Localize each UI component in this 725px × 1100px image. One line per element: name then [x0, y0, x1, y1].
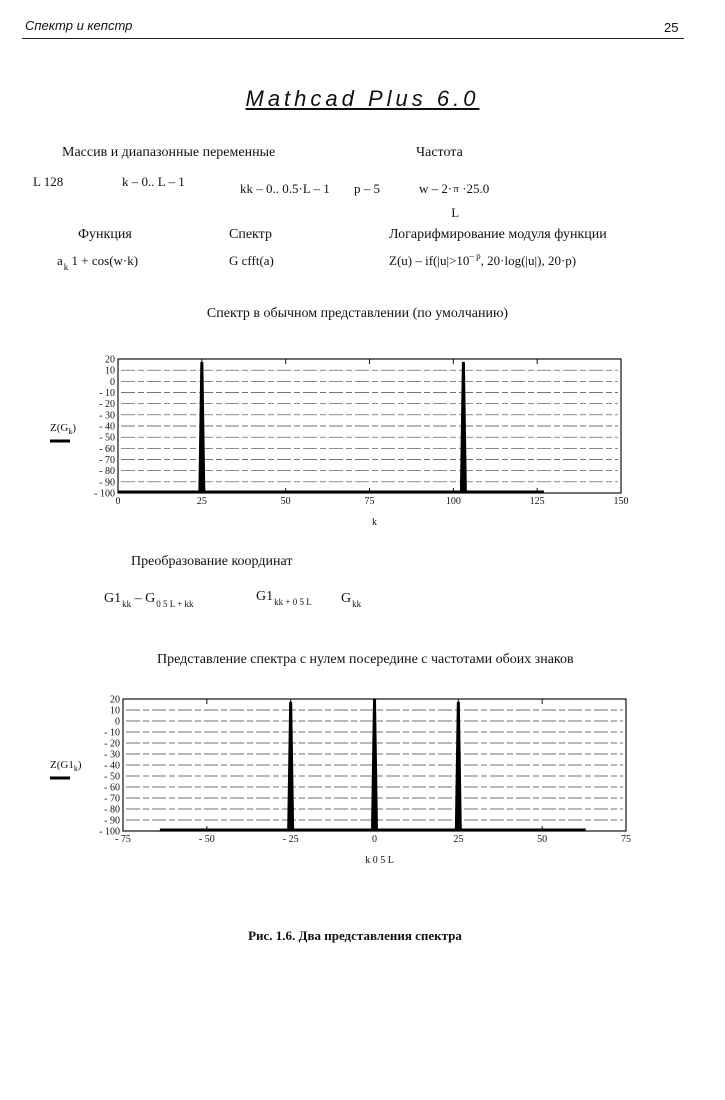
chart2-y-tick-label: 10	[110, 705, 120, 717]
chart1-y-tick-label: - 40	[99, 421, 115, 433]
running-title: Спектр и кепстр	[25, 18, 133, 33]
formula-a: $a_k$ 1 + cos(w·k)	[57, 253, 139, 272]
doc-title: Mathcad Plus 6.0	[245, 86, 480, 111]
chart2-x-tick-label: 75	[621, 834, 631, 845]
formula-G1-a: $G1_{kk} - G_{0 5 L + kk}$	[104, 591, 194, 609]
chart2-y-tick-label: 20	[110, 694, 120, 706]
chart1-y-tick-label: - 30	[99, 410, 115, 422]
chart1-x-tick-label: 125	[529, 496, 545, 507]
figure-caption: Рис. 1.6. Два представления спектра	[248, 928, 462, 943]
chart1-y-tick-label: - 100	[94, 488, 115, 500]
chart1-peak	[199, 362, 205, 493]
chart1	[0, 350, 725, 535]
chart1-x-tick-label: 50	[280, 496, 291, 507]
formula-kk: kk – 0.. 0.5·L – 1	[240, 181, 330, 196]
chart1-y-tick-label: 20	[105, 354, 115, 366]
chart2-y-label: $Z(G1_k)$	[50, 759, 82, 773]
formula-G: G cfft(a)	[229, 253, 274, 268]
chart2-peak	[288, 702, 294, 831]
chart2-peak	[455, 702, 461, 831]
chart2-x-tick-label: 50	[537, 834, 548, 845]
chart1-y-tick-label: - 10	[99, 388, 115, 399]
chart2-x-label: k 0 5 L	[365, 855, 394, 866]
chart2-title: Представление спектра с нулем посередине с частотами обоих знаков	[157, 652, 574, 667]
chart2-y-tick-label: 0	[115, 716, 120, 728]
chart2-y-tick-label: - 80	[104, 804, 120, 816]
chart2-y-tick-label: - 40	[104, 760, 120, 772]
chart1-y-tick-label: - 50	[99, 432, 115, 444]
chart2-y-tick-label: - 10	[104, 727, 120, 739]
chart1-x-tick-label: 150	[613, 496, 629, 507]
chart1-y-tick-label: - 70	[99, 455, 115, 466]
formula-G1-b: $G1_{kk + 0 5 L}$	[256, 589, 312, 607]
formula-G1-b-rhs: $G_{kk}$	[341, 591, 362, 609]
transform-label: Преобразование координат	[131, 554, 293, 569]
formula-w-numerator: π	[453, 183, 459, 195]
chart1-x-tick-label: 100	[445, 496, 461, 507]
chart1-y-tick-label: 10	[105, 365, 115, 377]
chart1-y-tick-label: - 20	[99, 399, 115, 411]
chart1-peak	[460, 362, 466, 493]
chart2	[0, 690, 725, 880]
chart2-y-tick-label: - 60	[104, 782, 120, 794]
chart1-y-tick-label: 0	[110, 376, 115, 388]
chart1-x-tick-label: 25	[196, 496, 207, 507]
chart1-x-tick-label: 0	[115, 496, 121, 507]
arrays-label: Массив и диапазонные переменные	[62, 145, 276, 160]
chart1-y-label: $Z(G_k)$	[50, 422, 76, 436]
chart1-x-label: k	[372, 517, 377, 528]
chart1-x-tick-label: 75	[364, 496, 375, 507]
log-label: Логарифмирование модуля функции	[389, 227, 607, 242]
chart2-y-tick-label: - 70	[104, 793, 120, 805]
chart2-y-tick-label: - 20	[104, 738, 120, 750]
page-number: 25	[664, 20, 679, 35]
chart2-x-tick-label: - 50	[198, 834, 215, 845]
chart1-y-tick-label: - 60	[99, 443, 115, 455]
chart1-y-tick-label: - 80	[99, 466, 115, 478]
chart1-title: Спектр в обычном представлении (по умолчанию)	[206, 306, 509, 321]
formula-w-denominator: L	[451, 205, 460, 220]
header-rule	[22, 38, 684, 39]
frequency-label: Частота	[416, 145, 463, 160]
formula-Z: $Z(u) - if(|u|>10^{- p}$, 20·log(|u|), 20·p)	[389, 251, 577, 268]
spectrum-label: Спектр	[229, 227, 272, 242]
chart2-y-tick-label: - 30	[104, 749, 120, 761]
formula-k: k – 0.. L – 1	[122, 174, 185, 189]
formula-L: L 128	[33, 174, 64, 189]
chart2-x-tick-label: - 25	[282, 834, 299, 845]
chart2-x-tick-label: 0	[372, 834, 377, 845]
chart1-y-tick-label: - 90	[99, 477, 115, 489]
chart2-y-tick-label: - 100	[99, 826, 120, 838]
chart2-y-tick-label: - 50	[104, 771, 120, 783]
formula-p: p – 5	[354, 181, 380, 196]
chart2-x-tick-label: - 75	[115, 834, 131, 845]
chart2-peak	[372, 699, 378, 831]
formula-w: w – 2· π L ·25.0	[419, 181, 490, 220]
function-label: Функция	[78, 227, 132, 242]
chart2-y-tick-label: - 90	[104, 815, 120, 827]
chart2-x-tick-label: 25	[453, 834, 464, 845]
